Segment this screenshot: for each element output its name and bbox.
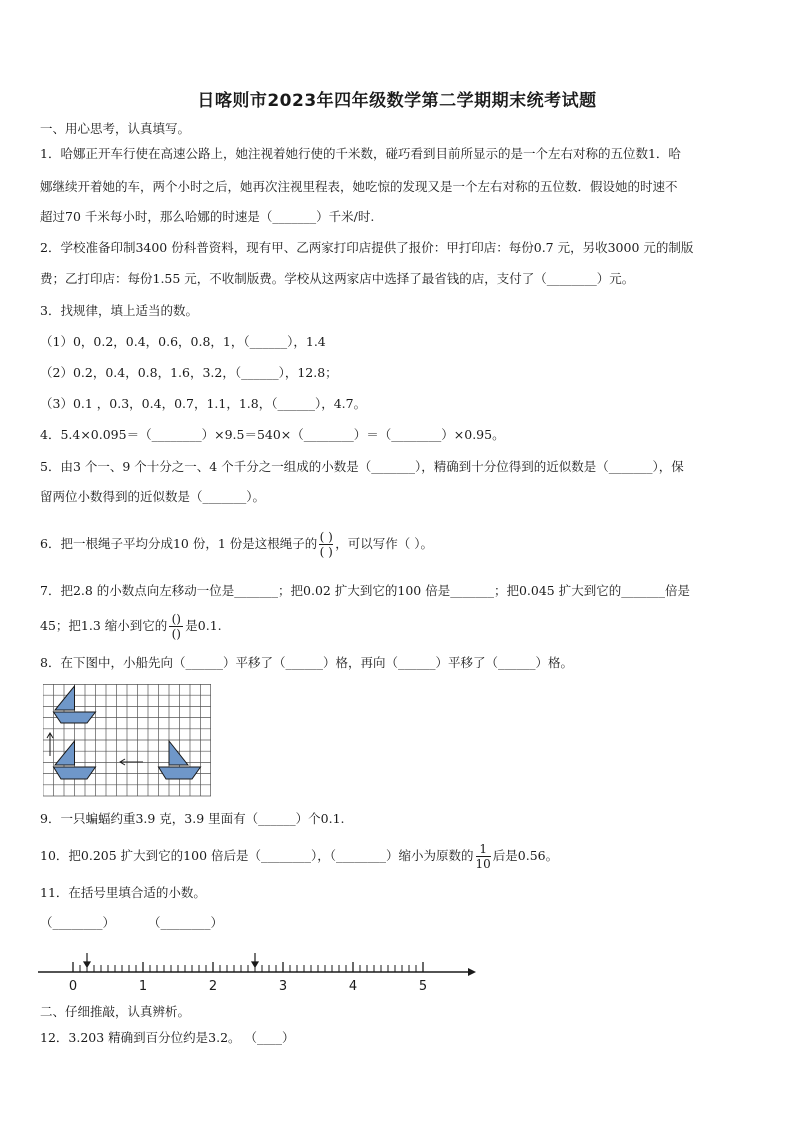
pointer-arrow-1 [84,953,90,967]
q4-text: 4．5.4×0.095＝（________）×9.5＝540×（________）＝（________）×0.95。 [40,427,505,442]
q11-stem: 11．在括号里填合适的小数。 [40,885,206,900]
q6-frac-num: ( ) [319,530,333,544]
q6-fraction [319,530,333,559]
boat-grid-figure [43,684,211,797]
q5-line1: 5．由3 个一、9 个十分之一、4 个千分之一组成的小数是（_______），精确到十分位得到的近似数是（_______），保 [40,459,684,474]
tick-label-0: 0 [68,979,78,994]
q7-frac-den: () [171,627,181,641]
q10-after: 后是0.56。 [492,848,559,863]
section-1-heading: 一、用心思考，认真填写。 [40,121,191,136]
q6-frac-den: ( ) [319,545,333,559]
q6-after: ，可以写作（ ）。 [335,536,433,551]
q11-blank1: （________） [40,915,116,930]
q9-text: 9．一只蝙蝠约重3.9 克，3.9 里面有（______）个0.1. [40,811,345,826]
tick-label-4: 4 [348,979,358,994]
q5-line2: 留两位小数得到的近似数是（_______）。 [40,489,266,504]
tick-label-1: 1 [138,979,148,994]
q10-fraction [476,842,491,871]
pointer-arrow-2 [252,953,258,967]
q7-line2-before: 45；把1.3 缩小到它的 [40,618,168,633]
tick-label-2: 2 [208,979,218,994]
q1-line1: 1．哈娜正开车行使在高速公路上，她注视着她行使的千米数，碰巧看到目前所显示的是一个左右对称的五位数1．哈 [40,146,681,161]
q7-line2-after: 是0.1. [185,618,222,633]
q10-frac-den: 10 [475,857,491,871]
q7-line1: 7．把2.8 的小数点向左移动一位是_______；把0.02 扩大到它的100 倍是_______；把0.045 扩大到它的_______倍是 [40,583,690,598]
tick-label-3: 3 [278,979,288,994]
q10-line [40,838,558,874]
q2-line2: 费；乙打印店：每份1.55 元，不收制版费。学校从这两家店中选择了最省钱的店，支付了（________）元。 [40,271,635,286]
number-line [36,950,480,996]
page-title: 日喀则市2023年四年级数学第二学期期末统考试题 [197,91,597,111]
q7-fraction [169,612,183,641]
q8-text: 8．在下图中，小船先向（______）平移了（______）格，再向（______）平移了（______）格。 [40,655,573,670]
q2-line1: 2．学校准备印制3400 份科普资料，现有甲、乙两家打印店提供了报价：甲打印店：每份0.7 元，另收3000 元的制版 [40,240,694,255]
q3-stem: 3．找规律，填上适当的数。 [40,303,198,318]
q7-line2 [40,609,222,643]
q3-sub3: （3）0.1 ，0.3，0.4，0.7，1.1，1.8，（______），4.7。 [40,396,367,411]
number-line-arrowhead [468,968,476,976]
minor-ticks [80,965,416,972]
q10-frac-num: 1 [479,842,487,856]
left-arrow [120,759,143,765]
q6-line [40,524,433,564]
boat-top [54,686,96,723]
section-2-heading: 二、仔细推敲，认真辨析。 [40,1004,191,1019]
q1-line2: 娜继续开着她的车，两个小时之后，她再次注视里程表，她吃惊的发现又是一个左右对称的五位数．假设她的时速不 [40,179,678,194]
q12-text: 12．3.203 精确到百分位约是3.2。 （____） [40,1030,295,1045]
q10-before: 10．把0.205 扩大到它的100 倍后是（________），（________）缩小为原数的 [40,848,474,863]
up-arrow [47,733,53,756]
q11-blank2: （________） [148,915,224,930]
q6-before: 6．把一根绳子平均分成10 份，1 份是这根绳子的 [40,536,318,551]
q7-frac-num: () [171,612,181,626]
q3-sub1: （1）0，0.2，0.4，0.6，0.8，1，（______），1.4 [40,334,326,349]
tick-label-5: 5 [418,979,428,994]
boat-middle [54,741,96,779]
q1-line3: 超过70 千米每小时，那么哈娜的时速是（_______）千米/时. [40,209,375,224]
q3-sub2: （2）0.2，0.4，0.8，1.6，3.2，（______），12.8； [40,365,338,380]
